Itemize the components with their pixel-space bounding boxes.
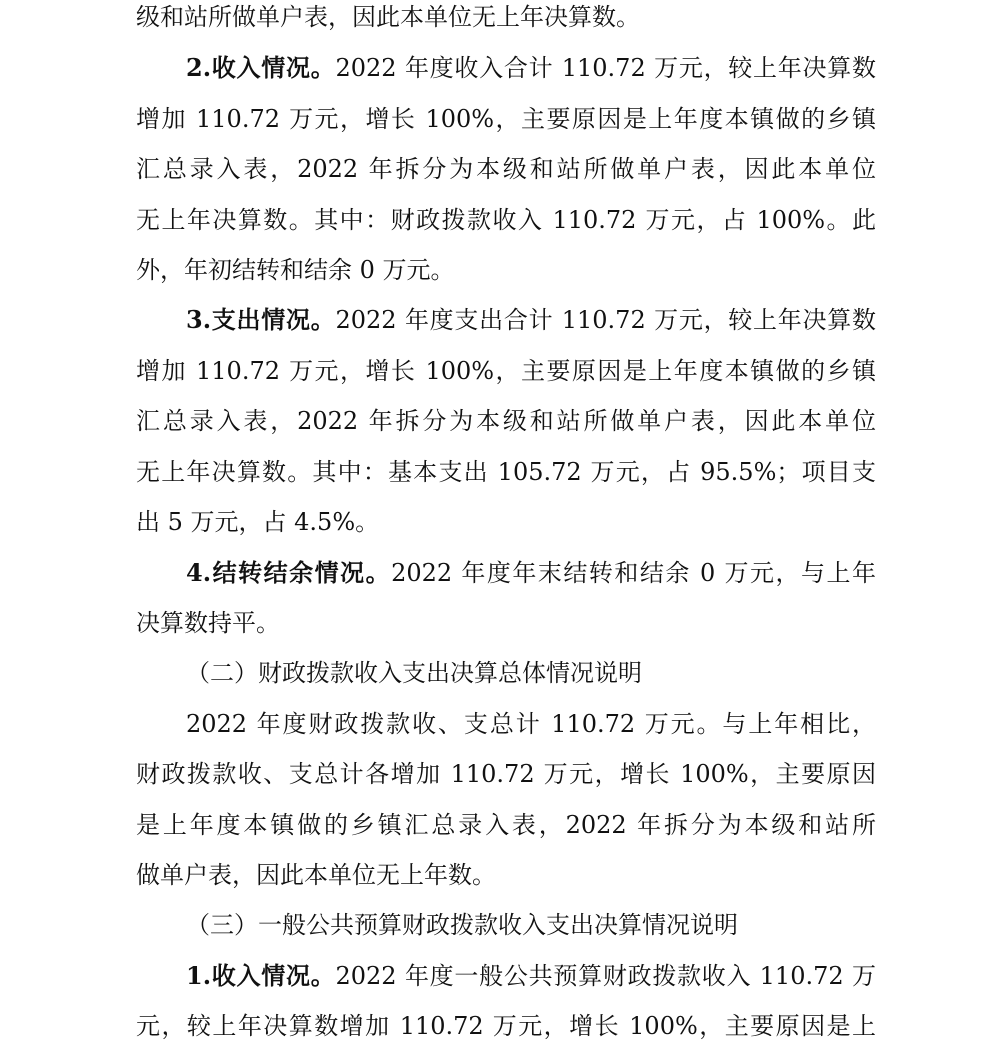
- paragraph-line: 汇总录入表，2022 年拆分为本级和站所做单户表，因此本单位: [136, 155, 876, 183]
- paragraph-line: 4.结转结余情况。2022 年度年末结转和结余 0 万元，与上年: [186, 558, 876, 587]
- paragraph-line: 级和站所做单户表，因此本单位无上年决算数。: [136, 3, 640, 31]
- paragraph-line: 无上年决算数。其中：基本支出 105.72 万元，占 95.5%；项目支: [136, 458, 876, 486]
- section-heading: （二）财政拨款收入支出决算总体情况说明: [186, 659, 642, 687]
- section-lead: 2.收入情况。: [186, 53, 336, 82]
- section-lead: 1.收入情况。: [186, 961, 336, 990]
- paragraph-line: 2.收入情况。2022 年度收入合计 110.72 万元，较上年决算数: [186, 53, 876, 82]
- paragraph-line: 2022 年度财政拨款收、支总计 110.72 万元。与上年相比，: [186, 710, 876, 738]
- section-lead: 3.支出情况。: [186, 305, 336, 334]
- paragraph-line: 3.支出情况。2022 年度支出合计 110.72 万元，较上年决算数: [186, 305, 876, 334]
- paragraph-line: 1.收入情况。2022 年度一般公共预算财政拨款收入 110.72 万: [186, 961, 876, 990]
- section-heading: （三）一般公共预算财政拨款收入支出决算情况说明: [186, 911, 738, 939]
- paragraph-line: 做单户表，因此本单位无上年数。: [136, 861, 496, 889]
- paragraph-line: 决算数持平。: [136, 609, 280, 637]
- paragraph-line: 增加 110.72 万元，增长 100%，主要原因是上年度本镇做的乡镇: [136, 357, 876, 385]
- paragraph-line: 增加 110.72 万元，增长 100%，主要原因是上年度本镇做的乡镇: [136, 105, 876, 133]
- paragraph-line: 元，较上年决算数增加 110.72 万元，增长 100%，主要原因是上: [136, 1012, 876, 1040]
- paragraph-line: 汇总录入表，2022 年拆分为本级和站所做单户表，因此本单位: [136, 407, 876, 435]
- paragraph-line: 外，年初结转和结余 0 万元。: [136, 256, 455, 284]
- paragraph-line: 无上年决算数。其中：财政拨款收入 110.72 万元，占 100%。此: [136, 206, 876, 234]
- paragraph-line: 财政拨款收、支总计各增加 110.72 万元，增长 100%，主要原因: [136, 760, 876, 788]
- section-lead: 4.结转结余情况。: [186, 558, 392, 587]
- paragraph-line: 是上年度本镇做的乡镇汇总录入表，2022 年拆分为本级和站所: [136, 811, 876, 839]
- paragraph-line: 出 5 万元，占 4.5%。: [136, 508, 380, 536]
